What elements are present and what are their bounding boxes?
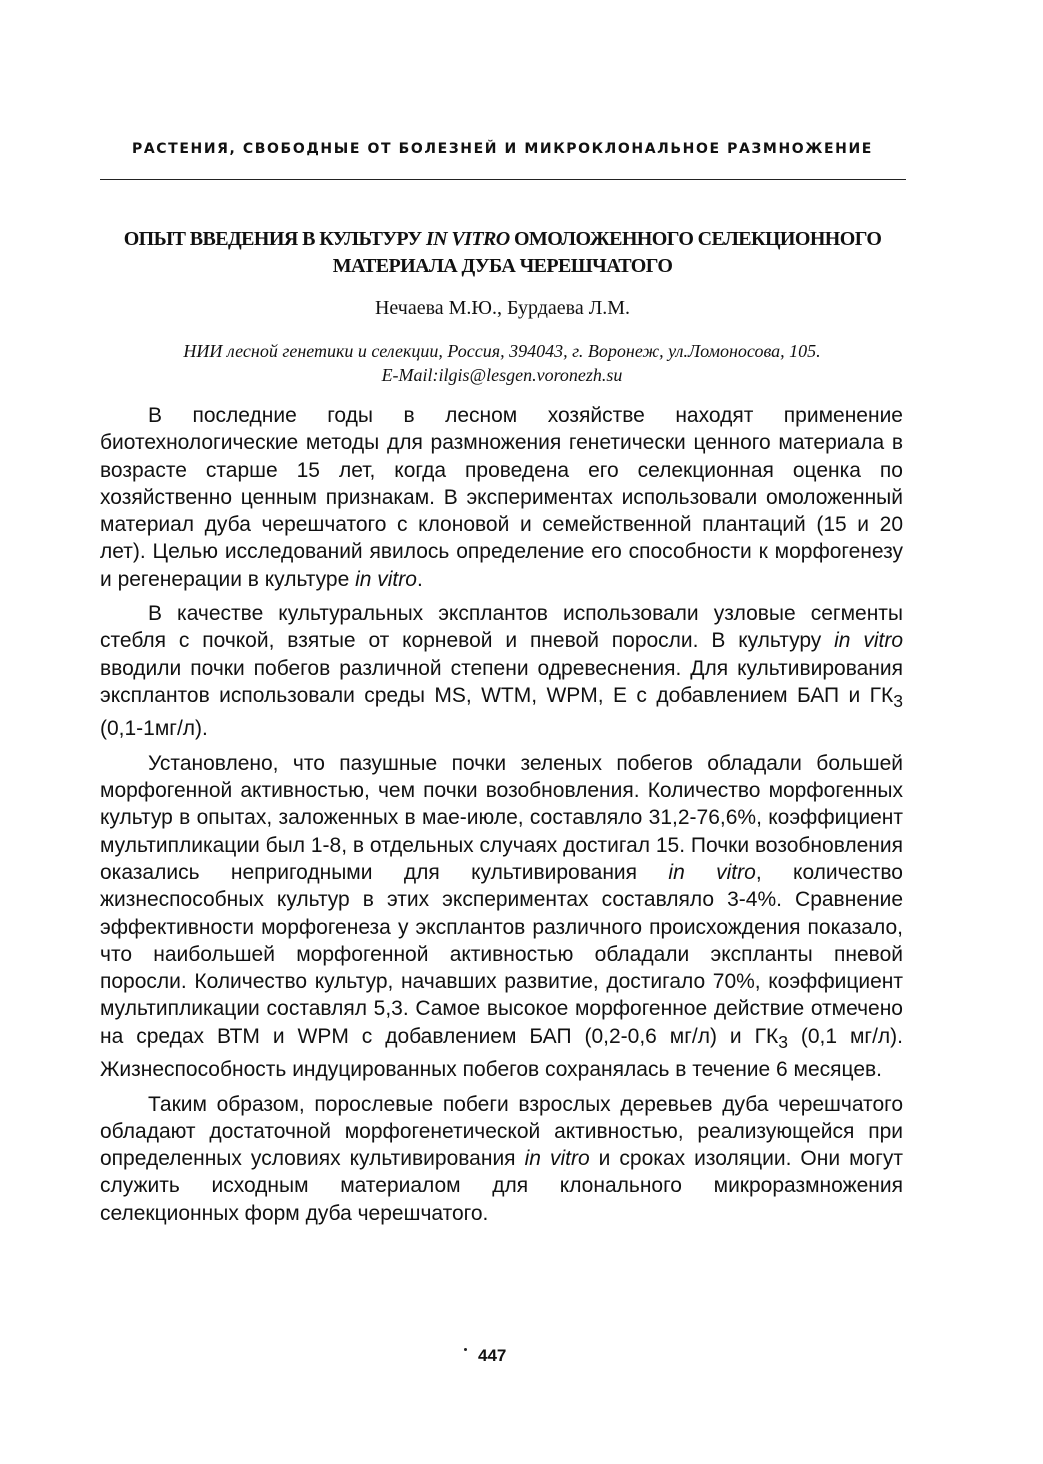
title-part1: ОПЫТ ВВЕДЕНИЯ В КУЛЬТУРУ xyxy=(123,228,426,250)
paragraph-2-text-a: В качестве культуральных эксплантов использовали узловые сегменты стебля с почкой, взятые от корневой и пневой поросли. В культуру xyxy=(100,602,903,653)
affiliation-block xyxy=(96,339,908,387)
title-italic: IN VITRO xyxy=(426,228,510,250)
paragraph-3-text-a: Установлено, что пазушные почки зеленых побегов обладали большей морфогенной активностью, чем почки возобновления. Количество морфогенных культур в опытах, заложенных в мае-июле, составляло 31,2-76,6%, коэффициент мультипликации был 1-8, в отдельных случаях достигал 15. Почки возобновления оказались непригодными для культивирования xyxy=(100,751,903,884)
article-title xyxy=(100,226,905,280)
paragraph-4-text-a: Таким образом, порослевые побеги взрослых деревьев дуба черешчатого обладают достаточной морфогенетической активностью, реализующейся при определенных условиях культивирования xyxy=(100,1092,903,1171)
paragraph-4 xyxy=(100,1091,903,1227)
paragraph-2-italic: in vitro xyxy=(834,629,904,653)
paragraph-2-text-b: вводили почки побегов различной степени одревеснения. Для культивирования эксплантов использовали среды MS, WTM, WPM, E с добавлением БАП и ГК xyxy=(100,656,903,707)
paragraph-3-text-c: (0,1 мг/л). Жизнеспособность индуцированных побегов сохранялась в течение 6 месяцев. xyxy=(100,1024,903,1082)
paragraph-3 xyxy=(100,750,903,1084)
affiliation: НИИ лесной генетики и селекции, Россия, 394043, г. Воронеж, ул.Ломоносова, 105. xyxy=(183,341,821,361)
paragraph-4-italic: in vitro xyxy=(524,1147,590,1171)
title-part2: ОМОЛОЖЕННОГО СЕЛЕКЦИОННОГО МАТЕРИАЛА ДУБА ЧЕРЕШЧАТОГО xyxy=(332,228,882,277)
paragraph-2 xyxy=(100,600,903,743)
paragraph-4-text-b: и сроках изоляции. Они могут служить исходным материалом для клонального микроразмножения селекционных форм дуба черешчатого. xyxy=(100,1147,903,1225)
paragraph-2-subscript: 3 xyxy=(893,691,903,712)
paragraph-3-text-b: , количество жизнеспособных культур в этих экспериментах составляло 3-4%. Сравнение эффективности морфогенеза у эксплантов различного происхождения показало, что наибольшей морфогенной активностью обладали экспланты пневой поросли. Количество культур, начавших развитие, достигало 70%, коэффициент мультипликации составлял 5,3. Самое высокое морфогенное действие отмечено на средах ВТМ и WPM с добавлением БАП (0,2-0,6 мг/л) и ГК xyxy=(100,860,903,1048)
paragraph-2-text-c: (0,1-1мг/л). xyxy=(100,717,208,741)
email: E-Mail:ilgis@lesgen.voronezh.su xyxy=(381,365,623,385)
header-divider xyxy=(100,179,906,180)
running-head xyxy=(100,141,905,158)
page-number: 447 xyxy=(478,1346,507,1365)
paragraph-3-subscript: 3 xyxy=(778,1031,788,1052)
paragraph-1 xyxy=(100,402,903,593)
article-body xyxy=(100,402,903,1227)
paragraph-1-end: . xyxy=(416,567,423,591)
paragraph-1-text: В последние годы в лесном хозяйстве находят применение биотехнологические методы для размножения генетически ценного материала в возрасте старше 15 лет, когда проведена его селекционная оценка по хозяйственно ценным признакам. В экспериментах использовали омоложенный материал дуба черешчатого с клоновой и семейственной плантаций (15 и 20 лет). Целью исследований явилось определение его способности к морфогенезу и регенерации в культуре xyxy=(100,404,903,591)
authors: Нечаева М.Ю., Бурдаева Л.М. xyxy=(374,297,631,319)
paragraph-1-italic: in vitro xyxy=(355,567,417,591)
section-title: РАСТЕНИЯ, СВОБОДНЫЕ ОТ БОЛЕЗНЕЙ И МИКРОКЛОНАЛЬНОЕ РАЗМНОЖЕНИЕ xyxy=(132,141,873,157)
page-mark xyxy=(464,1348,467,1351)
paragraph-3-italic: in vitro xyxy=(668,860,756,884)
